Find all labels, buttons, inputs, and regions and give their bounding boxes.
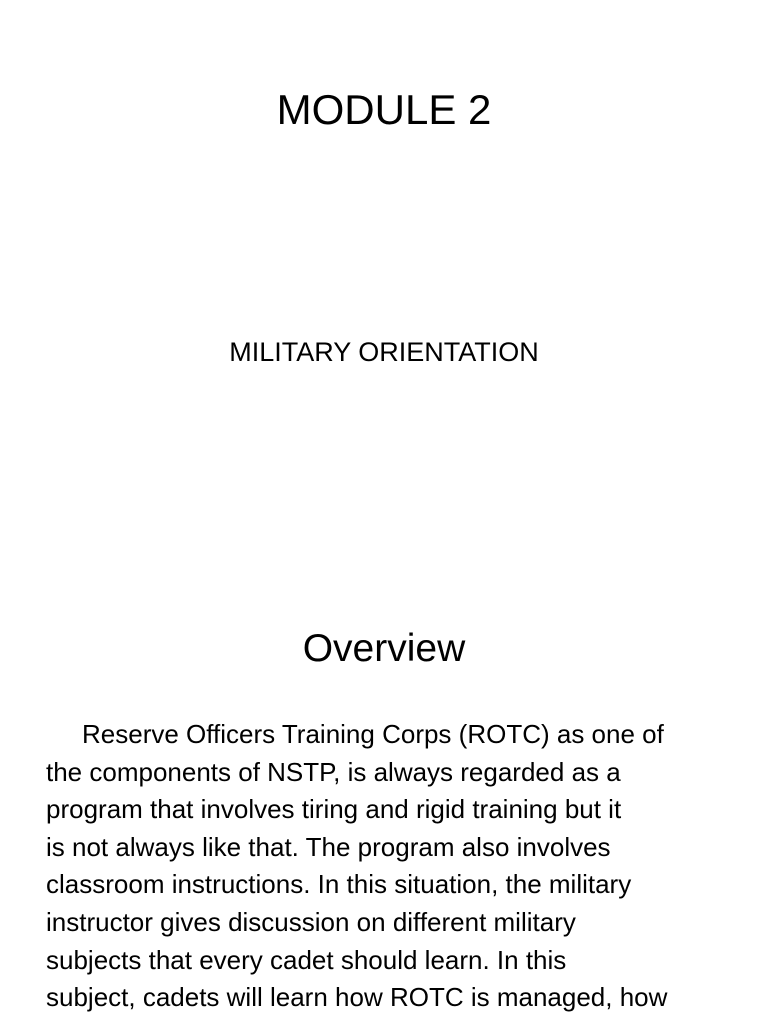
module-title: MODULE 2 xyxy=(276,86,492,133)
paragraph-line-text: Reserve Officers Training Corps (ROTC) as one of xyxy=(82,719,664,749)
paragraph-line: classroom instructions. In this situation, the military xyxy=(46,869,632,900)
overview-heading: Overview xyxy=(302,627,466,670)
paragraph-line: subjects that every cadet should learn. In this xyxy=(46,944,567,975)
paragraph-line: instructor gives discussion on different military xyxy=(46,906,576,937)
paragraph-line: is not always like that. The program also involves xyxy=(46,831,611,862)
paragraph-line: subject, cadets will learn how ROTC is managed, how xyxy=(46,982,668,1013)
paragraph-line: program that involves tiring and rigid training but it xyxy=(46,794,622,825)
paragraph-line: the components of NSTP, is always regarded as a xyxy=(46,756,621,787)
overview-paragraph xyxy=(46,716,736,1017)
module-subtitle: MILITARY ORIENTATION xyxy=(229,337,539,367)
paragraph-line xyxy=(46,716,736,754)
